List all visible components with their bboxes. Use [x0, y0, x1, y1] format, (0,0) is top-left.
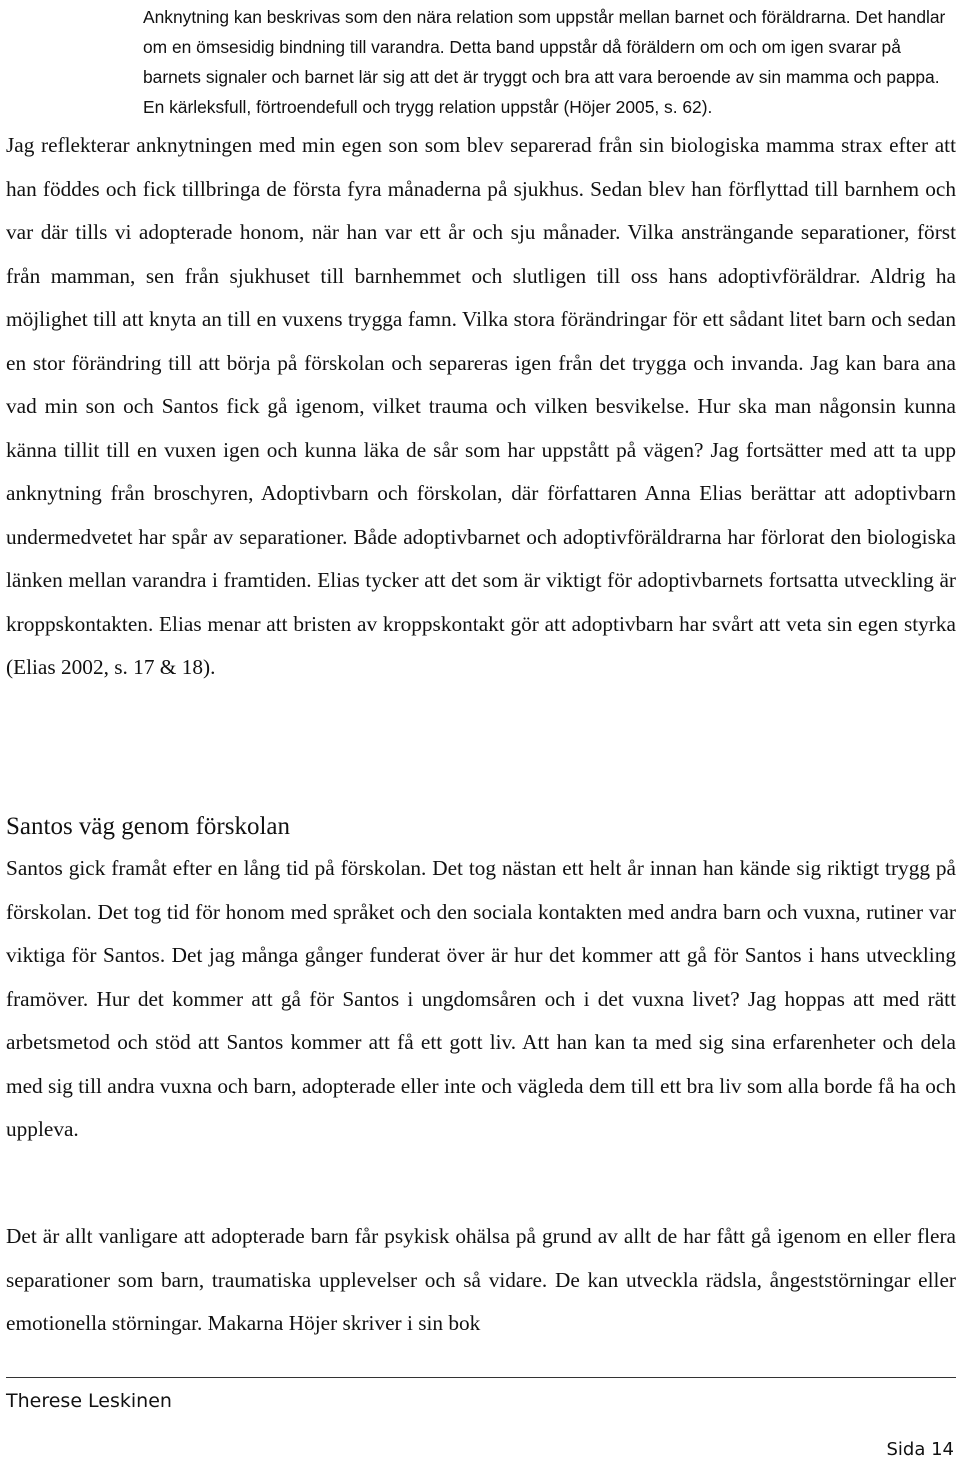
page-number: Sida 14 [886, 1439, 954, 1460]
body-paragraph: Santos gick framåt efter en lång tid på förskolan. Det tog nästan ett helt år innan han kände sig riktigt trygg på förskolan. Det tog tid för honom med språket och den sociala kontakten med andra barn och vuxna, rutiner var viktiga för Santos. Det jag många gånger funderat över är hur det kommer att gå för Santos i hans utveckling framöver. Hur det kommer att gå för Santos i ungdomsåren och i det vuxna livet? Jag hoppas att med rätt arbetsmetod och stöd att Santos kommer att få ett gott liv. Att han kan ta med sig sina erfarenheter och dela med sig till andra vuxna och barn, adopterade eller inte och vägleda dem till ett bra liv som alla borde få ha och uppleva. [6, 856, 956, 1141]
body-paragraph: Jag reflekterar anknytningen med min egen son som blev separerad från sin biologiska mamma strax efter att han föddes och fick tillbringa de första fyra månaderna på sjukhus. Sedan blev han förflyttad till barnhem och var där tills vi adopterade honom, när han var ett år och sju månader. Vilka ansträngande separationer, först från mamman, sen från sjukhuset till barnhemmet och slutligen till oss hans adoptivföräldrar. Aldrig ha möjlighet till att knyta an till en vuxens trygga famn. Vilka stora förändringar för ett sådant litet barn och sedan en stor förändring till att börja på förskolan och separeras igen från det trygga och invanda. Jag kan bara ana vad min son och Santos fick gå igenom, vilket trauma och vilken besvikelse. Hur ska man någonsin kunna känna tillit till en vuxen igen och kunna läka de sår som har uppstått på vägen? Jag fortsätter med att ta upp anknytning från broschyren, Adoptivbarn och förskolan, där författaren Anna Elias berättar att adoptivbarn undermedvetet har spår av separationer. Både adoptivbarnet och adoptivföräldrarna har förlorat den biologiska länken mellan varandra i framtiden. Elias tycker att det som är viktigt för adoptivbarnets fortsatta utveckling är kroppskontakten. Elias menar att bristen av kroppskontakt gör att adoptivbarn har svårt att veta sin egen styrka (Elias 2002, s. 17 & 18). [6, 133, 956, 679]
footer-divider [6, 1377, 956, 1378]
body-paragraph: Det är allt vanligare att adopterade barn får psykisk ohälsa på grund av allt de har fått gå igenom en eller flera separationer som barn, traumatiska upplevelser och så vidare. De kan utveckla rädsla, ångeststörningar eller emotionella störningar. Makarna Höjer skriver i sin bok [6, 1224, 956, 1335]
footer-author: Therese Leskinen [6, 1390, 172, 1412]
section-heading: Santos väg genom förskolan [6, 813, 290, 840]
block-quote: Anknytning kan beskrivas som den nära relation som uppstår mellan barnet och föräldrarna. Det handlar om en ömsesidig bindning till varandra. Detta band uppstår då föräldern om och om igen svarar på barnets signaler och barnet lär sig att det är tryggt och bra att vara beroende av sin mamma och pappa. En kärleksfull, förtroendefull och trygg relation uppstår (Höjer 2005, s. 62). [143, 7, 946, 117]
